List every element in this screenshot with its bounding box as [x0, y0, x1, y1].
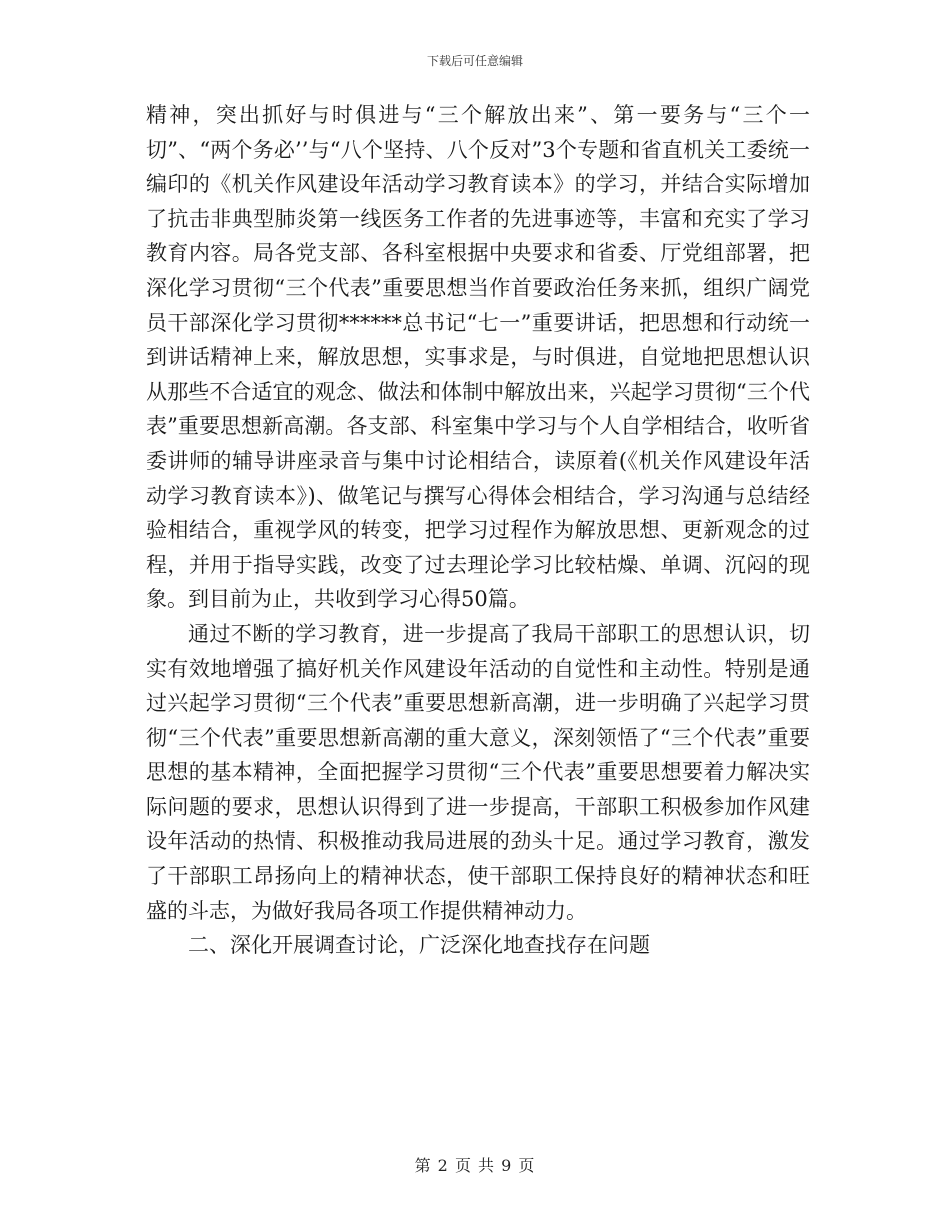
- document-body: [146, 98, 810, 963]
- page-footer: 第 2 页 共 9 页: [414, 1156, 536, 1175]
- paragraph-2: 通过不断的学习教育，进一步提高了我局干部职工的思想认识，切实有效地增强了搞好机关作风建设年活动的自觉性和主动性。特别是通过兴起学习贯彻“三个代表”重要思想新高潮，进一步明确了兴起学习贯彻“三个代表”重要思想新高潮的重大意义，深刻领悟了“三个代表”重要思想的基本精神，全面把握学习贯彻“三个代表”重要思想要着力解决实际问题的要求，思想认识得到了进一步提高，干部职工积极参加作风建设年活动的热情、积极推动我局进展的劲头十足。通过学习教育，激发了干部职工昂扬向上的精神状态，使干部职工保持良好的精神状态和旺盛的斗志，为做好我局各项工作提供精神动力。: [146, 621, 810, 923]
- paragraph-1: 精神，突出抓好与时俱进与“三个解放出来”、第一要务与“三个一切”、“两个务必’’与“八个坚持、八个反对”3个专题和省直机关工委统一编印的《机关作风建设年活动学习教育读本》的学习，并结合实际增加了抗击非典型肺炎第一线医务工作者的先进事迹等，丰富和充实了学习教育内容。局各党支部、各科室根据中央要求和省委、厅党组部署，把深化学习贯彻“三个代表”重要思想当作首要政治任务来抓，组织广阔党员干部深化学习贯彻******总书记“七一”重要讲话，把思想和行动统一到讲话精神上来，解放思想，实事求是，与时俱进，自觉地把思想认识从那些不合适宜的观念、做法和体制中解放出来，兴起学习贯彻“三个代表”重要思想新高潮。各支部、科室集中学习与个人自学相结合，收听省委讲师的辅导讲座录音与集中讨论相结合，读原着(《机关作风建设年活动学习教育读本》)、做笔记与撰写心得体会相结合，学习沟通与总结经验相结合，重视学风的转变，把学习过程作为解放思想、更新观念的过程，并用于指导实践，改变了过去理论学习比较枯燥、单调、沉闷的现象。到目前为止，共收到学习心得50篇。: [146, 103, 810, 612]
- page-header: 下载后可任意编辑: [426, 54, 523, 68]
- section-heading: 二、深化开展调查讨论，广泛深化地查找存在问题: [188, 933, 650, 958]
